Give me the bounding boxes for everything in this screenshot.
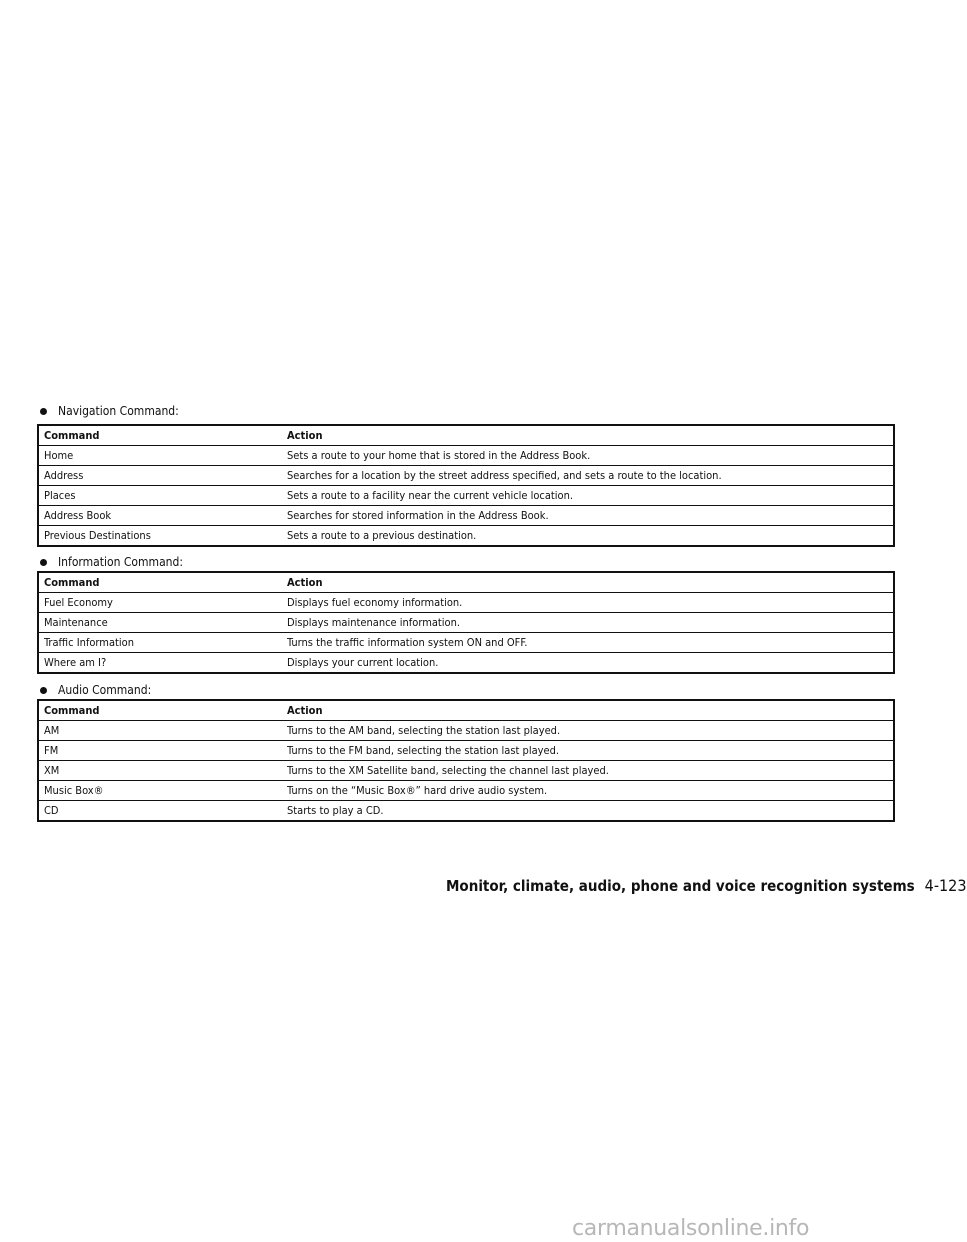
table-row (38, 761, 894, 781)
table-header-row (38, 425, 894, 446)
information-command-heading (40, 555, 183, 569)
command-cell: Places (38, 486, 282, 506)
column-header-action: Action (282, 700, 894, 721)
command-cell: Traffic Information (38, 633, 282, 653)
table-row (38, 446, 894, 466)
action-cell: Displays fuel economy information. (282, 593, 894, 613)
command-cell: Fuel Economy (38, 593, 282, 613)
action-cell: Starts to play a CD. (287, 803, 384, 817)
action-cell: Searches for a location by the street address specified, and sets a route to the location. (282, 466, 894, 486)
information-command-table (37, 571, 895, 674)
page-number: 4-123 (924, 876, 967, 895)
section-heading-label: Navigation Command: (58, 404, 179, 418)
table-row (38, 721, 894, 741)
command-cell: Home (38, 446, 282, 466)
column-header-action: Action (282, 572, 894, 593)
command-cell: CD (44, 803, 59, 817)
chapter-title: Monitor, climate, audio, phone and voice recognition systems (446, 877, 915, 895)
table-row (38, 801, 894, 822)
table-row (38, 506, 894, 526)
command-cell: XM (38, 761, 282, 781)
action-cell: Sets a route to a facility near the current vehicle location. (282, 486, 894, 506)
table-row (38, 633, 894, 653)
table-row (38, 781, 894, 801)
table-header-row (38, 700, 894, 721)
action-cell: Displays your current location. (287, 655, 439, 669)
table-row (38, 526, 894, 547)
bullet-icon (40, 687, 47, 694)
command-cell: AM (38, 721, 282, 741)
column-header-command: Command (38, 700, 282, 721)
command-cell: Where am I? (44, 655, 107, 669)
action-cell: Turns to the XM Satellite band, selecting the channel last played. (282, 761, 894, 781)
page-footer (446, 876, 967, 895)
action-cell: Sets a route to a previous destination. (287, 528, 477, 542)
table-row (38, 741, 894, 761)
action-cell: Turns to the FM band, selecting the station last played. (282, 741, 894, 761)
action-cell: Turns on the “Music Box®” hard drive audio system. (282, 781, 894, 801)
section-heading-label: Audio Command: (58, 683, 152, 697)
table-row (38, 653, 894, 674)
action-cell: Sets a route to your home that is stored in the Address Book. (282, 446, 894, 466)
action-cell: Displays maintenance information. (282, 613, 894, 633)
table-row (38, 466, 894, 486)
navigation-command-heading (40, 404, 179, 418)
bullet-icon (40, 559, 47, 566)
table-row (38, 613, 894, 633)
watermark: carmanualsonline.info (572, 1216, 810, 1241)
navigation-command-table (37, 424, 895, 547)
audio-command-table (37, 699, 895, 822)
command-cell: FM (38, 741, 282, 761)
audio-command-heading (40, 683, 151, 697)
table-row (38, 486, 894, 506)
command-cell: Maintenance (38, 613, 282, 633)
column-header-action: Action (282, 425, 894, 446)
section-heading-label: Information Command: (58, 555, 184, 569)
action-cell: Searches for stored information in the Address Book. (282, 506, 894, 526)
column-header-command: Command (38, 572, 282, 593)
command-cell: Address Book (38, 506, 282, 526)
table-header-row (38, 572, 894, 593)
column-header-command: Command (38, 425, 282, 446)
command-cell: Music Box® (38, 781, 282, 801)
command-cell: Address (38, 466, 282, 486)
command-cell: Previous Destinations (44, 528, 151, 542)
table-row (38, 593, 894, 613)
action-cell: Turns to the AM band, selecting the station last played. (282, 721, 894, 741)
action-cell: Turns the traffic information system ON and OFF. (282, 633, 894, 653)
bullet-icon (40, 408, 47, 415)
